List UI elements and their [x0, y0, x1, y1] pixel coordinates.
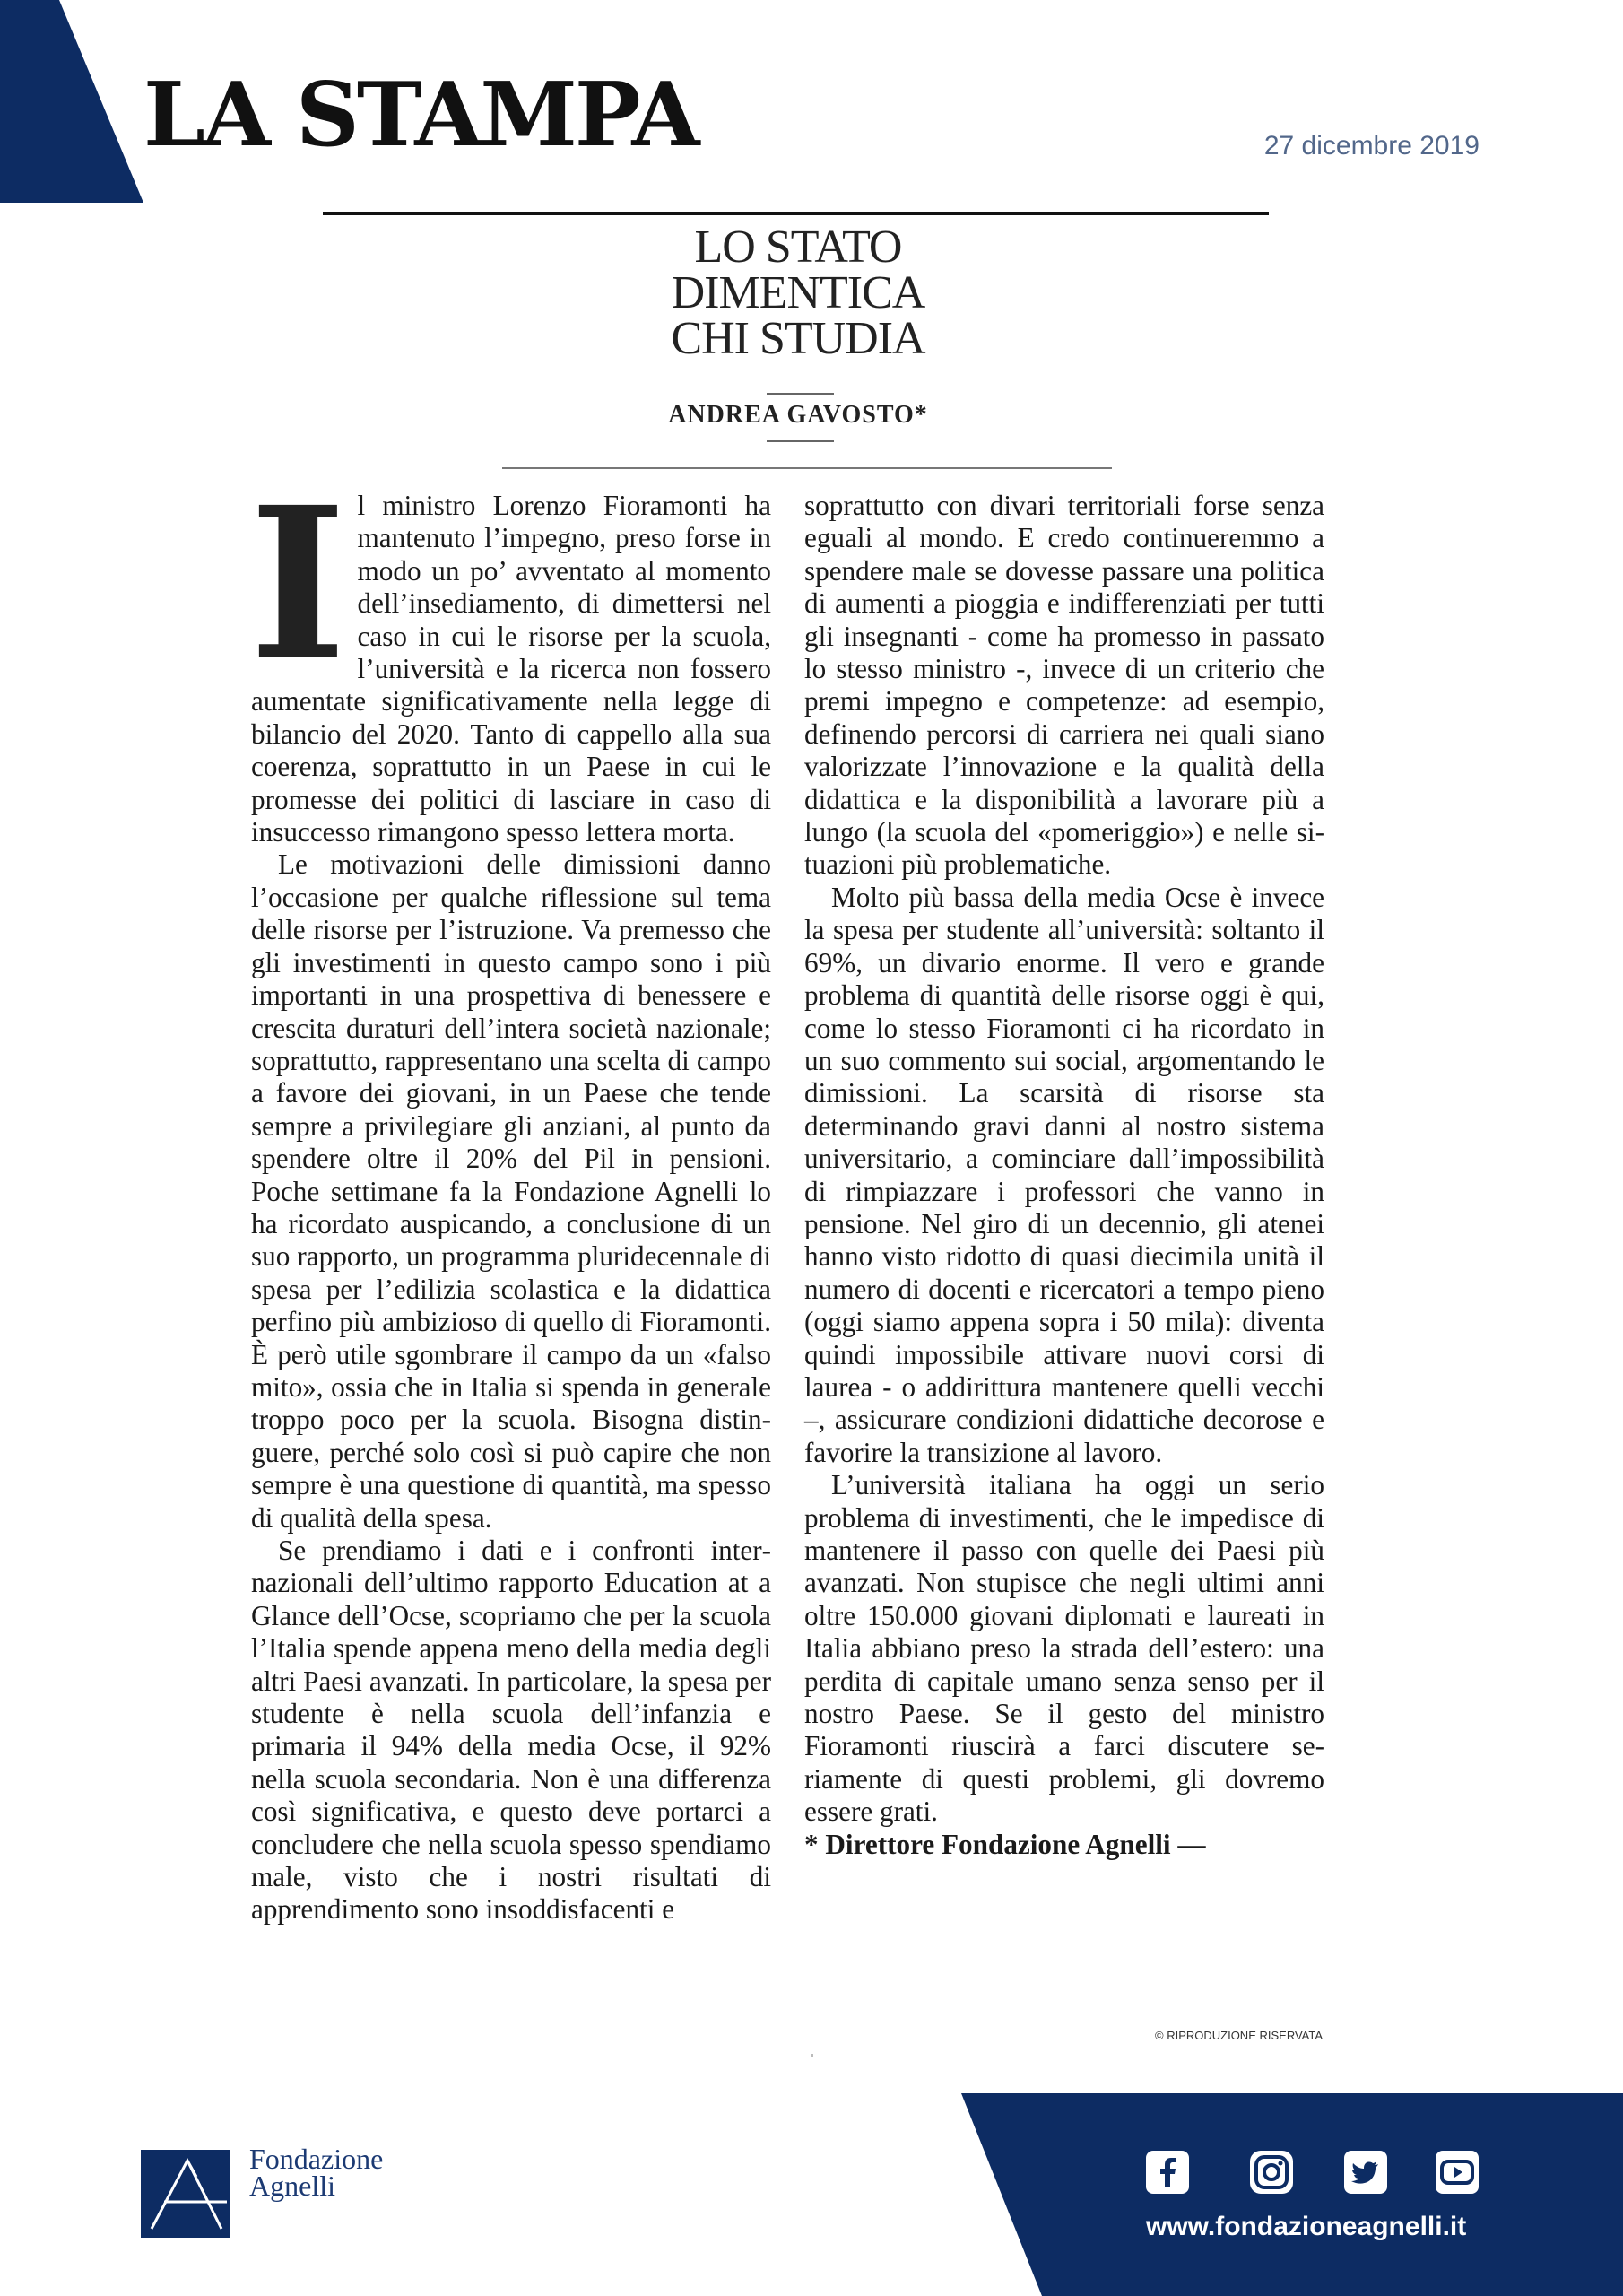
headline-line-1: LO STATO [694, 222, 902, 273]
byline-divider [502, 467, 1112, 469]
author-rule-bottom [767, 440, 834, 442]
top-left-brand-corner [0, 0, 143, 203]
author-rule-top [767, 393, 834, 395]
article-paragraph [249, 461, 771, 848]
article-paragraph: L’università italiana ha oggi un serio problema di investimenti, che le impedisce di mantenere il passo con quelle dei Paesi più avanzati. Non stupisce che negli ultimi anni oltre 150.000 giovani diplomati e laureati in Italia abbiano preso la strada dell’estero: una perdita di capitale umano senza senso per il nostro Paese. Se il gesto del ministro Fioramonti riuscirà a farci discutere seriamente di questi problemi, gli dovremo essere grati. [804, 1469, 1324, 1828]
paragraph-text: l ministro Lorenzo Fioramonti ha mantenuto l’impegno, preso forse in modo un po’ avventato al momento dell’insediamento, di dimettersi nel caso in cui le risorse per la scuola, l’università e la ricerca non fossero aumentate significativamente nella legge di bilancio del 2020. Tanto di cappello alla sua coerenza, soprattutto in un Paese in cui le promesse dei politici di lasciare in caso di insuccesso rimangono spesso lettera morta. [251, 490, 771, 848]
logo-line-2: Agnelli [249, 2170, 335, 2202]
instagram-icon[interactable] [1250, 2151, 1293, 2194]
top-divider [323, 212, 1269, 215]
youtube-icon[interactable] [1436, 2151, 1479, 2194]
website-link[interactable]: www.fondazioneagnelli.it [1146, 2212, 1467, 2241]
bottom-right-brand-band [961, 2093, 1623, 2296]
article-paragraph: soprattutto con divari territoriali forse senza eguali al mondo. E credo continueremmo a spendere male se dovesse passare una politica di aumenti a pioggia e indifferenziati per tutti gli insegnanti - come ha promesso in passato lo stesso ministro -, invece di un criterio che premi impegno e competenze: ad esempio, definendo percorsi di carriera nei quali siano valorizzate l’innovazione e la qualità della didattica e la disponibilità a lavorare più a lungo (la scuola del «pomeriggio») e nelle situazioni più problematiche. [804, 490, 1324, 881]
headline-line-3: CHI STUDIA [671, 313, 925, 364]
article-paragraph: Se prendiamo i dati e i confronti internazionali dell’ultimo rapporto Education at a Glance dell’Ocse, scopriamo che per la scuola l’Italia spende appena meno della media degli altri Paesi avanzati. In particolare, la spesa per studente è nella scuola dell’infanzia e primaria il 94% della media Ocse, il 92% nella scuola secondaria. Non è una differenza così significativa, e questo deve portarci a concludere che nella scuola spesso spendiamo male, visto che i nostri risultati di apprendimento sono insoddisfacenti e [251, 1535, 771, 1926]
fondazione-agnelli-logo-icon [141, 2150, 230, 2238]
headline-line-2: DIMENTICA [671, 267, 925, 318]
logo-line-1: Fondazione [249, 2143, 384, 2175]
article-paragraph: Molto più bassa della media Ocse è invece la spesa per studente all’università: soltanto il 69%, un divario enorme. Il vero e grande problema di quantità delle risorse oggi è qui, come lo stesso Fioramonti ci ha ricordato in un suo commento sui social, argomentando le dimissioni. La scarsità di risorse sta determinando gravi danni al nostro sistema universitario, a cominciare dall’impossibilità di rimpiazzare i professori che vanno in pensione. Nel giro di un decennio, gli atenei hanno visto ridotto di quasi diecimila unità il numero di docenti e ricercatori a tempo pieno (oggi siamo appena sopra i 50 mila): diventa quindi impossibile attivare nuovi corsi di laurea - o addirittura mantenere quelli vecchi –, assicurare condizioni didattiche decorose e favorire la transizione al lavoro. [804, 881, 1324, 1468]
article-author: ANDREA GAVOSTO* [668, 401, 928, 429]
drop-cap: I [249, 461, 347, 706]
publication-date: 27 dicembre 2019 [1263, 131, 1480, 161]
fondazione-agnelli-logo-text [249, 2143, 384, 2202]
rights-notice: © RIPRODUZIONE RISERVATA [1155, 2029, 1324, 2042]
article-column-right [804, 490, 1324, 1861]
facebook-icon[interactable] [1146, 2151, 1189, 2194]
author-signature: * Direttore Fondazione Agnelli — [804, 1828, 1206, 1860]
article-paragraph: Le motivazioni delle dimissioni danno l’occasione per qualche riflessione sul tema delle risorse per l’istruzione. Va premesso che gli investimenti in questo campo sono i più importanti in una prospettiva di benessere e crescita duraturi dell’intera società nazionale; soprattutto, rappresentano una scelta di campo a favore dei giovani, in un Paese che tende sempre a privilegiare gli anziani, al punto da spendere oltre il 20% del Pil in pensioni. Poche settimane fa la Fondazione Agnelli lo ha ricordato auspicando, a conclusione di un suo rapporto, un programma pluridecennale di spesa per l’edilizia scolastica e la didattica perfino più ambizioso di quello di Fioramonti. È però utile sgombrare il campo da un «falso mito», ossia che in Italia si spenda in generale troppo poco per la scuola. Bisogna distinguere, perché solo così si può capire che non sempre è una questione di quantità, ma spesso di qualità della spesa. [251, 848, 771, 1534]
newspaper-masthead: LA STAMPA [143, 64, 698, 167]
scan-speck [811, 2054, 813, 2057]
twitter-icon[interactable] [1344, 2151, 1387, 2194]
article-column-left [249, 461, 771, 1926]
article-headline [556, 222, 1040, 364]
